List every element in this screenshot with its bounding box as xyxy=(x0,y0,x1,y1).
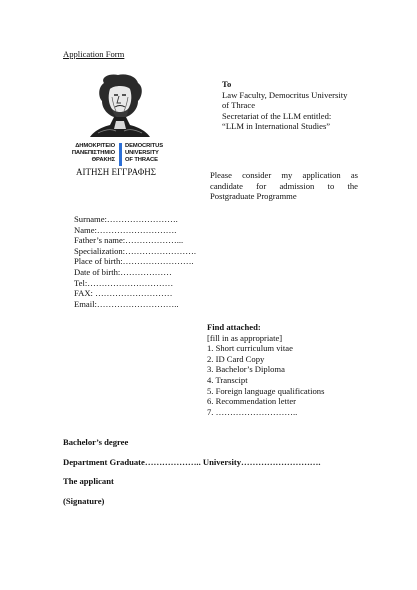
attachment-item: 4. Transcipt xyxy=(207,374,248,385)
university-logo xyxy=(60,73,180,175)
recipient-line: Secretariat of the LLM entitled: xyxy=(222,110,332,121)
attachment-item: 7. ……………………….. xyxy=(207,406,298,417)
bachelors-degree-label: Bachelor’s degree xyxy=(63,437,129,447)
attachment-item: 1. Short curriculum vitae xyxy=(207,343,293,354)
logo-divider-bar xyxy=(119,143,122,166)
name-field: Name:………………………. xyxy=(74,224,177,235)
fax-field: FAX: ……………………… xyxy=(74,288,173,299)
department-university-field: Department Graduate……………….. University………………………. xyxy=(63,456,321,467)
graduate-section xyxy=(63,437,321,506)
recipient-line: Law Faculty, Democritus University xyxy=(222,89,348,100)
signature-label: (Signature) xyxy=(63,495,105,506)
to-label: To xyxy=(222,79,232,89)
date-of-birth-field: Date of birth:……………… xyxy=(74,266,172,277)
form-title: Application Form xyxy=(63,49,125,59)
recipient-line: “LLM in International Studies” xyxy=(222,121,331,132)
personal-details-fields xyxy=(74,214,196,309)
attachment-item: 6. Recommendation letter xyxy=(207,396,297,407)
attachment-item: 5. Foreign language qualifications xyxy=(207,385,325,396)
logo-english-line-1: DEMOCRITUS xyxy=(125,143,163,149)
fathers-name-field: Father’s name:………………... xyxy=(74,235,184,246)
application-request-text: Please consider my application as candidate for admission to the Postgraduate Programme xyxy=(210,170,358,202)
email-field: Email:……………………….. xyxy=(74,298,179,309)
logo-english-line-3: OF THRACE xyxy=(125,157,158,163)
surname-field: Surname:……………………. xyxy=(74,214,178,224)
logo-greek-line-2: ΠΑΝΕΠΙΣΤΗΜΙΟ xyxy=(71,150,115,156)
tel-field: Tel:………………………… xyxy=(74,277,174,288)
specialization-field: Specialization:……………………. xyxy=(74,245,196,256)
applicant-label: The applicant xyxy=(63,476,114,487)
attachment-item: 2. ID Card Copy xyxy=(207,353,265,364)
attachment-item: 3. Bachelor’s Diploma xyxy=(207,364,285,375)
place-of-birth-field: Place of birth:……………………. xyxy=(74,256,194,267)
democritus-bust-icon xyxy=(86,73,154,137)
attachments-title: Find attached: xyxy=(207,322,261,332)
logo-greek-line-1: ΔΗΜΟΚΡΙΤΕΙΟ xyxy=(75,143,115,149)
logo-english-line-2: UNIVERSITY xyxy=(125,150,159,156)
attachments-list xyxy=(207,322,324,417)
recipient-line: of Thrace xyxy=(222,100,256,111)
recipient-block xyxy=(222,79,347,132)
registration-heading: ΑΙΤΗΣΗ ΕΓΓΡΑΦΗΣ xyxy=(76,167,157,177)
logo-greek-line-3: ΘΡΑΚΗΣ xyxy=(91,157,115,163)
attachments-note: [fill in as appropriate] xyxy=(207,332,283,343)
